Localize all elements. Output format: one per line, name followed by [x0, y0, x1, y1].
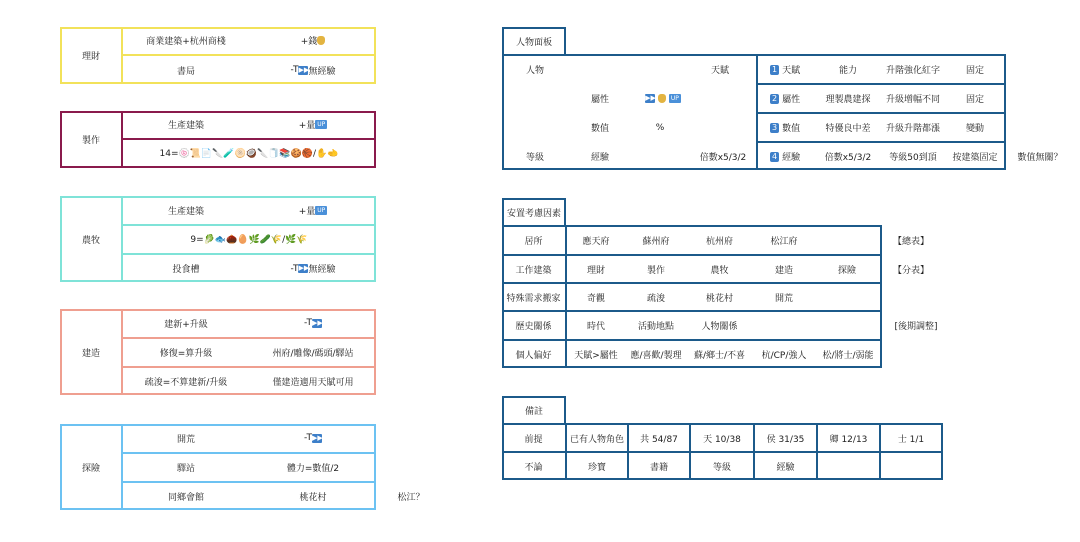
beizhu-r1-c1: 已有人物角色 — [569, 434, 624, 445]
people-beishu: 倍數x5/3/2 — [699, 153, 747, 163]
anzhi-r4-h: 歷史關係 — [515, 322, 552, 332]
people-dengji: 等級 — [525, 153, 544, 163]
zhizuo-r1b-text: +量 — [298, 121, 316, 131]
zhizuo-title: 製作 — [81, 136, 100, 146]
people-shuxing-icons — [633, 85, 693, 112]
anzhi-r2-c5: 探險 — [837, 265, 856, 276]
anzhi-r1-c4: 松江府 — [770, 237, 798, 247]
zhizuo-r1b — [250, 111, 376, 138]
tanxian-r1b — [250, 424, 376, 452]
anzhi-r3-c3: 桃花村 — [705, 293, 733, 304]
jianzao-r2a: 修復=算升級 — [159, 349, 213, 359]
anzhi-r4-c3: 人物關係 — [701, 322, 738, 332]
tanxian-r3b: 桃花村 — [299, 493, 327, 503]
beizhu-r1-c0: 前提 — [524, 434, 543, 445]
anzhi-r3-h: 特殊需求搬家 — [506, 293, 561, 304]
people-row2-b: 理製農建探 — [825, 95, 871, 105]
beizhu-r1-c6: 士 1/1 — [897, 434, 925, 445]
anzhi-r5-c1: 天賦>屬性 — [574, 351, 618, 361]
people-row1-c: 升階強化紅字 — [885, 66, 940, 76]
jianzao-r1b-t: -T — [304, 318, 312, 328]
money-bag-icon — [317, 36, 325, 45]
people-shuxing: 屬性 — [590, 95, 609, 105]
anzhi-r1-h: 居所 — [524, 237, 543, 247]
tanxian-r1a: 開荒 — [176, 434, 195, 445]
licai-title: 理財 — [81, 52, 100, 62]
people-row4-c: 等級50到頂 — [889, 153, 937, 163]
jianzao-r3b: 僅建造適用天賦可用 — [272, 378, 354, 388]
zhizuo-r1a: 生產建築 — [167, 121, 204, 131]
licai-r1a: 商業建築+杭州商棧 — [146, 37, 226, 47]
anzhi-r5-c2: 應/喜歡/製理 — [630, 351, 682, 361]
licai-r1b-text: +錢 — [300, 37, 318, 47]
people-row4-b: 倍數x5/3/2 — [824, 153, 872, 163]
beizhu-r1-c5: 卿 12/13 — [829, 434, 868, 445]
nongmu-r3a: 投食槽 — [172, 265, 200, 275]
anzhi-r1-c2: 蘇州府 — [642, 237, 670, 247]
people-jingyan: 經驗 — [590, 153, 609, 163]
people-row2-a-text: 屬性 — [782, 95, 801, 105]
tanxian-note: 松江？ — [397, 493, 425, 503]
beizhu-r2-c4: 經驗 — [776, 463, 795, 473]
people-row4-d: 按建築固定 — [952, 153, 998, 163]
nongmu-r1a: 生產建築 — [167, 206, 204, 217]
people-row1-b: 能力 — [838, 66, 857, 76]
people-row1-a-text: 天賦 — [782, 66, 801, 76]
people-pct: % — [655, 122, 665, 133]
beizhu-r2-c0: 不論 — [524, 463, 543, 473]
anzhi-r2-c2: 製作 — [646, 265, 665, 276]
jianzao-r1a: 建新+升級 — [164, 319, 208, 330]
licai-r2b-t: -T — [290, 65, 299, 75]
number-4-icon: 4 — [772, 151, 778, 161]
nongmu-r3b — [250, 255, 376, 282]
jianzao-r3a: 疏浚=不算建新/升級 — [144, 378, 228, 388]
fast-forward-icon: ▶▶ — [298, 264, 310, 272]
licai-r2b — [250, 56, 376, 84]
number-2-icon: 2 — [772, 93, 778, 103]
number-3-icon: 3 — [772, 122, 778, 132]
people-row2-d: 固定 — [965, 95, 984, 105]
people-header: 人物面板 — [515, 37, 552, 48]
nongmu-r3c-text: 無經驗 — [308, 265, 336, 275]
beizhu-r1-c2: 共 54/87 — [640, 434, 678, 445]
people-row1-d: 固定 — [965, 66, 984, 76]
people-tianfu: 天賦 — [710, 66, 729, 76]
people-row3-a — [762, 114, 822, 141]
anzhi-r5-c3: 蘇/鄉士/不喜 — [693, 351, 746, 361]
beizhu-header: 備註 — [524, 406, 543, 417]
licai-r2c-text: 無經驗 — [308, 66, 336, 77]
fast-forward-icon: ▶▶ — [645, 94, 656, 102]
people-row2-c: 升級增幅不同 — [885, 95, 940, 105]
nongmu-r3b-t: -T — [290, 263, 299, 274]
people-renwu: 人物 — [525, 66, 544, 76]
nongmu-r2: 9=🥬🐟🌰🥚🌿🥒🌾/🌿🌾 — [190, 234, 308, 245]
anzhi-r5-h: 個人偏好 — [515, 351, 552, 361]
zhizuo-r2: 14=🍥📜📄🔪🧪🫓🥥🔪🧻📚🍪🏀/✋🫲 — [159, 149, 339, 159]
nongmu-title: 農牧 — [81, 235, 100, 246]
people-shuzhi: 數值 — [590, 124, 609, 134]
anzhi-r2-c4: 建造 — [774, 265, 793, 276]
number-1-icon: 1 — [772, 64, 778, 74]
tanxian-r3a: 同鄉會館 — [167, 493, 204, 503]
fast-forward-icon: ▶▶ — [311, 318, 323, 327]
people-row2-a — [762, 85, 822, 112]
people-row3-a-text: 數值 — [782, 124, 801, 134]
jianzao-r2b: 州府/雕像/碼頭/驛站 — [272, 349, 354, 359]
anzhi-r3-c1: 奇觀 — [586, 293, 605, 304]
anzhi-r1-c3: 杭州府 — [705, 237, 733, 247]
nongmu-r1b-text: +量 — [298, 206, 316, 217]
anzhi-r1-c1: 應天府 — [582, 237, 610, 247]
people-row3-b: 特優良中差 — [825, 124, 871, 134]
fast-forward-icon: ▶▶ — [298, 65, 310, 74]
beizhu-r2-c2: 書籍 — [649, 463, 668, 473]
people-row1-a — [762, 56, 822, 83]
people-row3-d: 變動 — [965, 124, 984, 134]
anzhi-r3-c4: 開荒 — [774, 293, 793, 304]
anzhi-r2-tag: 【分表】 — [892, 265, 929, 276]
people-row4-a — [762, 143, 822, 170]
people-row4-a-text: 經驗 — [782, 153, 801, 163]
anzhi-header: 安置考慮因素 — [506, 208, 561, 219]
licai-r1b — [250, 27, 376, 54]
people-outside-note: 數值無關？ — [1017, 153, 1063, 163]
anzhi-r4-c2: 活動地點 — [637, 322, 674, 332]
up-icon: UP — [317, 206, 326, 214]
beizhu-r2-c1: 珍寶 — [587, 463, 606, 473]
beizhu-r2-c3: 等級 — [712, 463, 731, 473]
anzhi-r4-tag: [後期調整] — [894, 322, 938, 332]
jianzao-r1b — [250, 309, 376, 337]
people-row3-c: 升級升階都漲 — [885, 124, 940, 134]
beizhu-r1-c4: 侯 31/35 — [766, 434, 805, 445]
anzhi-r1-tag: 【總表】 — [892, 237, 929, 247]
up-icon: UP — [670, 95, 679, 102]
tanxian-title: 探險 — [81, 463, 100, 474]
up-icon: UP — [317, 121, 326, 128]
fast-forward-icon: ▶▶ — [311, 433, 323, 442]
anzhi-r3-c2: 疏浚 — [646, 293, 665, 304]
nongmu-r1b — [250, 196, 376, 224]
anzhi-r5-c4: 杭/CP/強人 — [761, 351, 807, 361]
tanxian-r2b: 體力=數值/2 — [286, 464, 340, 474]
anzhi-r2-c1: 理財 — [586, 265, 605, 276]
anzhi-r2-h: 工作建築 — [515, 265, 552, 276]
anzhi-r2-c3: 農牧 — [710, 265, 729, 276]
tanxian-r2a: 驛站 — [176, 464, 195, 474]
beizhu-r1-c3: 天 10/38 — [703, 434, 741, 445]
anzhi-r5-c5: 松/將士/弱能 — [822, 351, 874, 361]
tanxian-r1b-t: -T — [304, 433, 312, 443]
money-bag-icon — [658, 94, 666, 103]
anzhi-r4-c1: 時代 — [586, 322, 605, 332]
jianzao-title: 建造 — [81, 348, 100, 359]
licai-r2a: 書局 — [176, 66, 195, 77]
